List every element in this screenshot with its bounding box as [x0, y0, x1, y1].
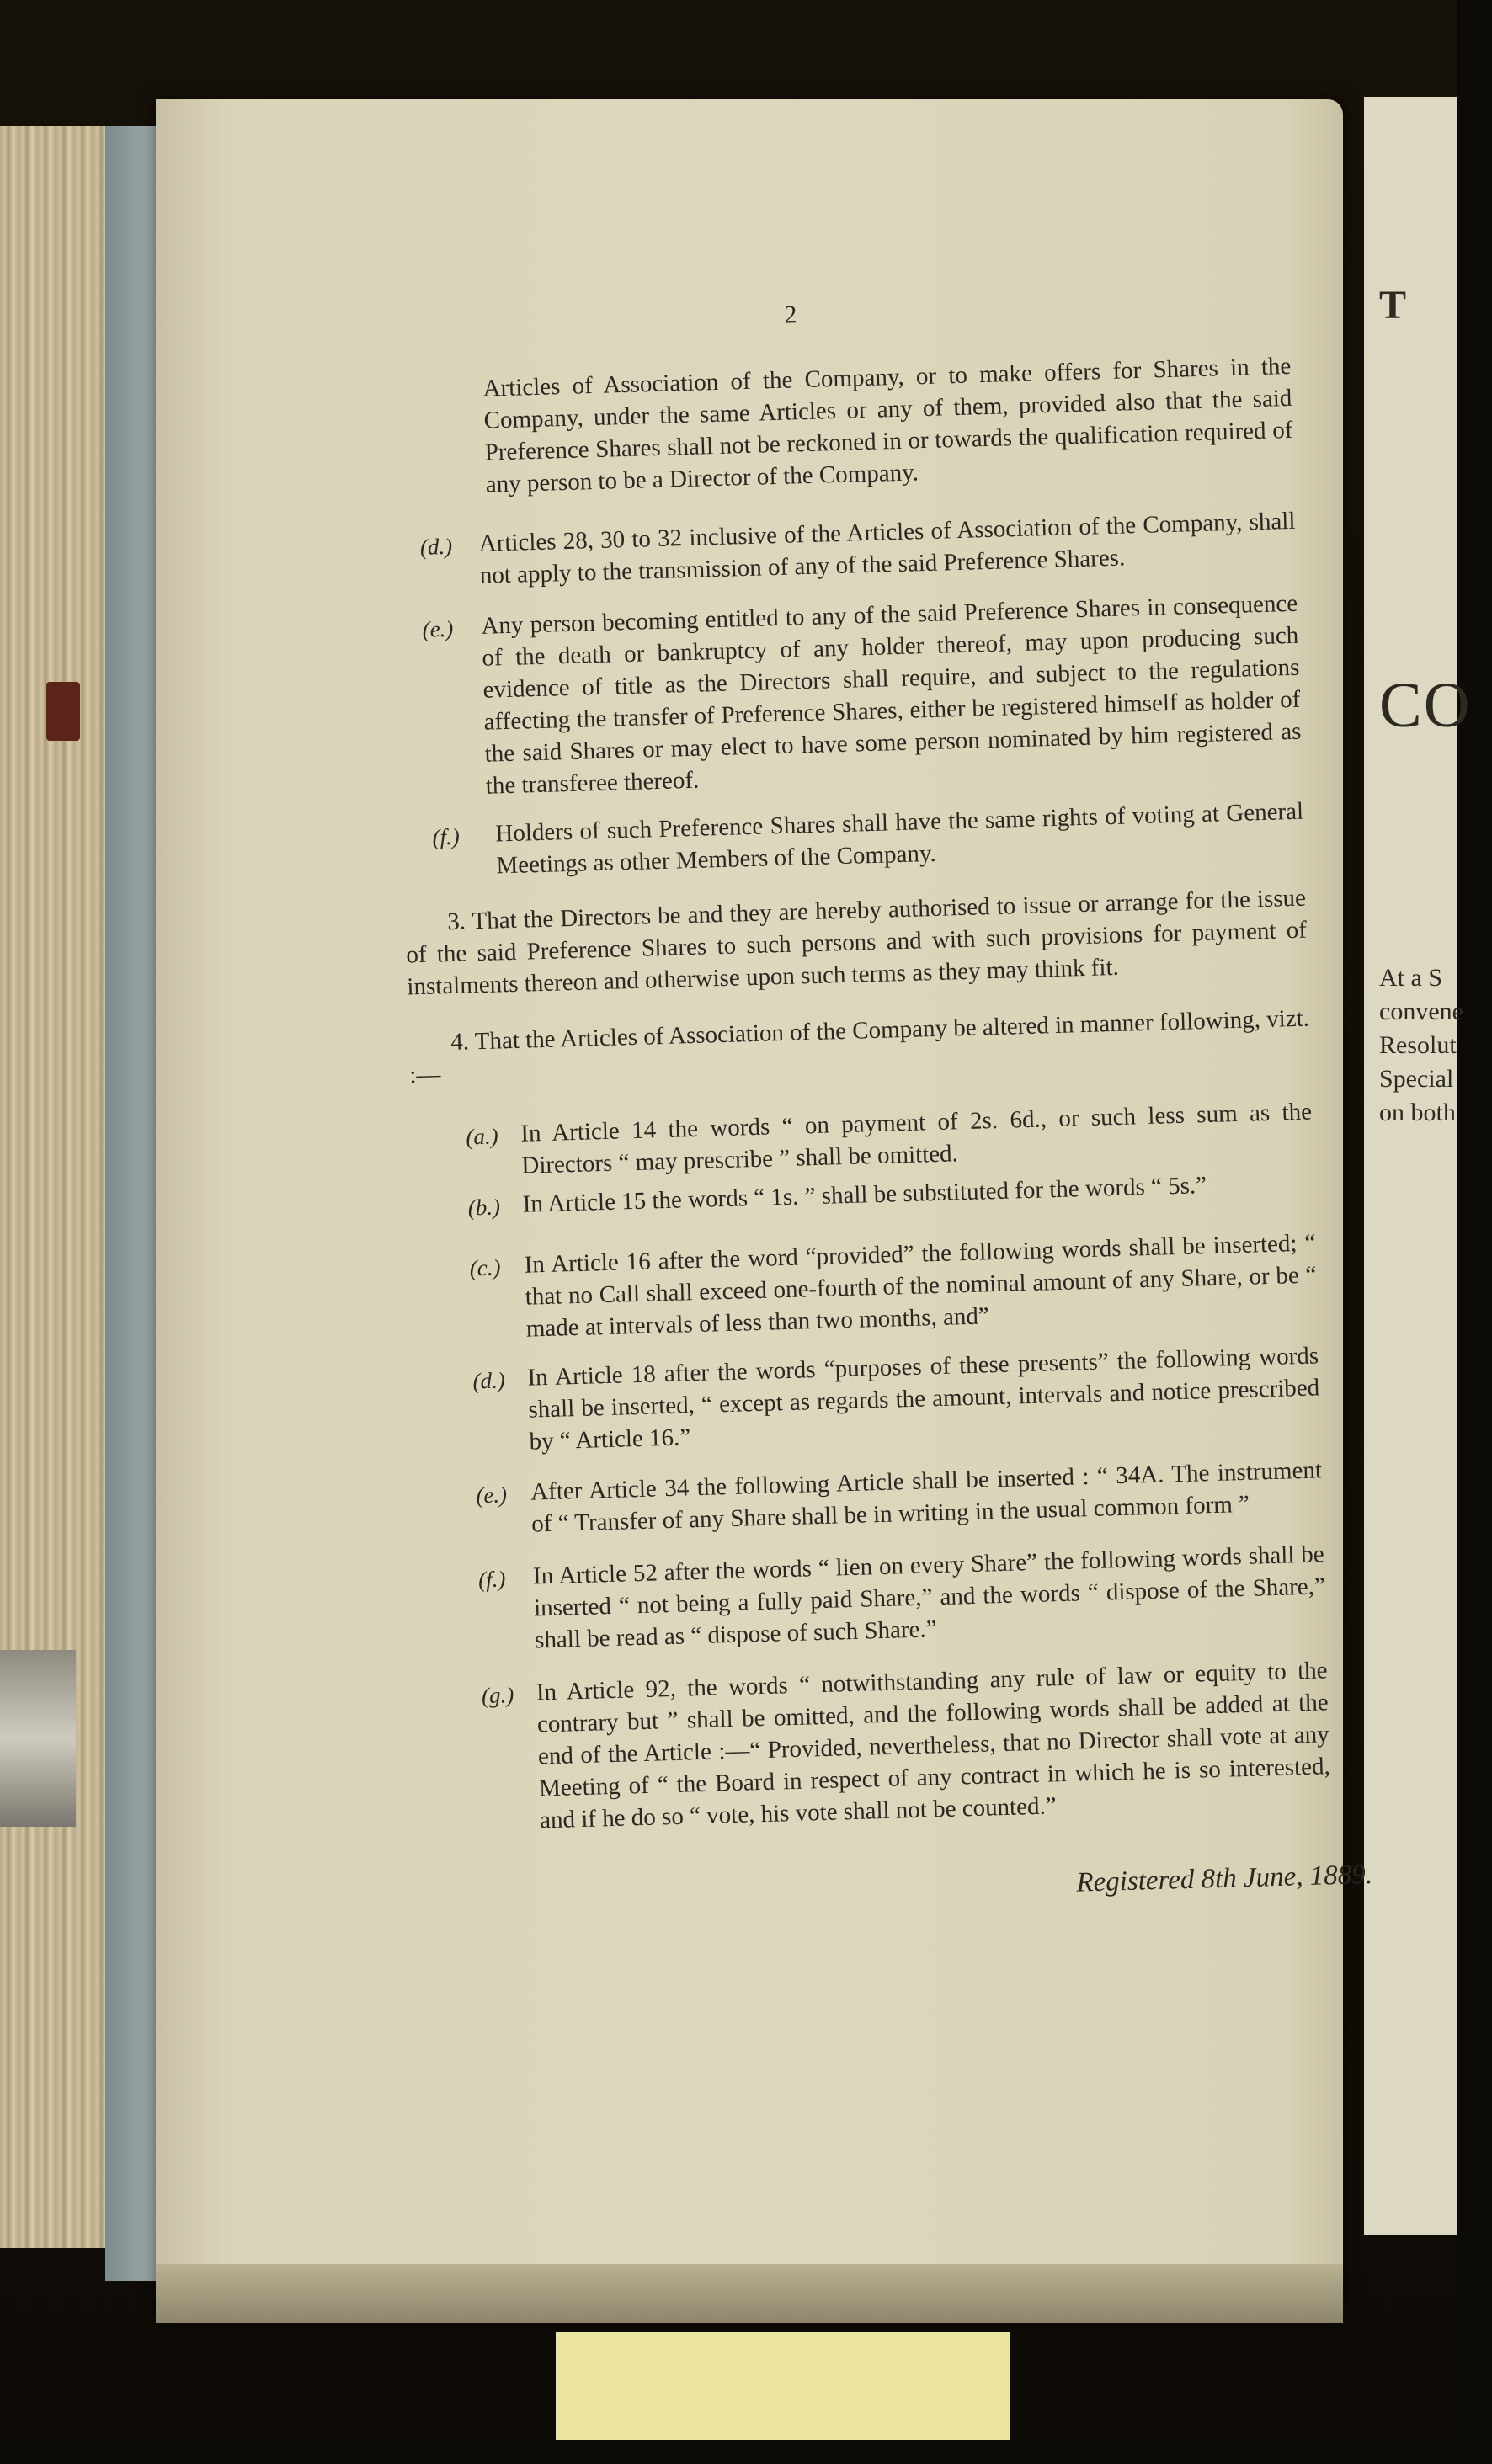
- article-amendment: In Article 16 after the word “provided” the following words shall be inserted; “ that no Call shall exceed one-fourth of the nominal amount of any Share, or be “ made at intervals of less than two months, and”: [524, 1229, 1317, 1343]
- item-label: (f.): [477, 1566, 506, 1593]
- resolution-item: Articles 28, 30 to 32 inclusive of the Articles of Association of the Company, shall not apply to the transmission of any of the said Preference Shares.: [478, 507, 1296, 589]
- article-amendment: In Article 14 the words “ on payment of 2s. 6d., or such less sum as the Directors “ may prescribe ” shall be omitted.: [520, 1098, 1313, 1179]
- resolution-item: Holders of such Preference Shares shall have the same rights of voting at General Meetings as other Members of the Company.: [494, 797, 1304, 880]
- article-amendment: In Article 15 the words “ 1s. ” shall be substituted for the words “ 5s.”: [522, 1172, 1207, 1218]
- facing-heading: CO: [1379, 670, 1472, 741]
- item-label: (d.): [419, 533, 453, 560]
- facing-initial: T: [1379, 283, 1407, 327]
- item-label: (e.): [422, 615, 454, 642]
- registered-date: 8th June, 1889.: [1201, 1859, 1373, 1895]
- facing-line-3: Resolut: [1379, 1031, 1457, 1059]
- article-amendment: In Article 52 after the words “ lien on every Share” the following words shall be inserted “ not being a fully paid Share,” and the words “ dispose of the Share,” shall be read as “ dispose of such Share.”: [532, 1541, 1326, 1654]
- resolution-3: 3. That the Directors be and they are hereby authorised to issue or arrange for the issue of the said Preference Shares to such persons and with such provisions for payment of instalments thereon and otherwise upon such terms as they may think fit.: [405, 884, 1308, 1001]
- facing-line-5: on both: [1379, 1099, 1456, 1126]
- article-amendment: In Article 18 after the words “purposes of these presents” the following words shall be inserted, “ except as regards the amount, intervals and notice prescribed by “ Article 16.”: [526, 1342, 1320, 1456]
- opening-paragraph: Articles of Association of the Company, or to make offers for Shares in the Company, under the same Articles or any of them, provided also that the said Preference Shares shall not be reckoned in or towards the qualification required of any person to be a Director of the Company.: [482, 352, 1293, 498]
- item-label: (c.): [469, 1254, 501, 1281]
- page-number: 2: [783, 301, 797, 329]
- item-label: (e.): [475, 1482, 508, 1509]
- item-label: (b.): [467, 1194, 501, 1221]
- facing-line-4: Special: [1379, 1065, 1454, 1093]
- item-label: (g.): [481, 1682, 514, 1709]
- resolution-4-intro: 4. That the Articles of Association of the Company be altered in manner following, vizt. :—: [408, 1004, 1310, 1089]
- item-label: (d.): [472, 1367, 506, 1394]
- registered-label: Registered: [1075, 1864, 1195, 1898]
- item-label: (f.): [432, 823, 461, 850]
- resolution-item: Any person becoming entitled to any of the said Preference Shares in consequence of the death or bankruptcy of any holder thereof, may upon producing such evidence of title as the Directors shall require, and subject to the regulations affecting the transfer of Preference Shares, either be registered himself as holder of the said Shares or may elect to have some person nominated by him registered as the transferee thereof.: [481, 589, 1302, 800]
- facing-line-2: convene: [1379, 998, 1463, 1025]
- registration-note: [1076, 1860, 1373, 1899]
- article-amendment: After Article 34 the following Article shall be inserted : “ 34A. The instrument of “ Transfer of any Share shall be in writing in the usual common form ”: [530, 1456, 1323, 1538]
- item-label: (a.): [466, 1123, 499, 1150]
- article-amendment: In Article 92, the words “ notwithstanding any rule of law or equity to the contrary but ” shall be omitted, and the following words shall be added at the end of the Article :—“ Provided, nevertheless, that no Director shall vote at any Meeting of “ the Board in respect of any contract in which he is so interested, and if he do so “ vote, his vote shall not be counted.”: [536, 1657, 1331, 1834]
- facing-line-1: At a S: [1379, 964, 1442, 992]
